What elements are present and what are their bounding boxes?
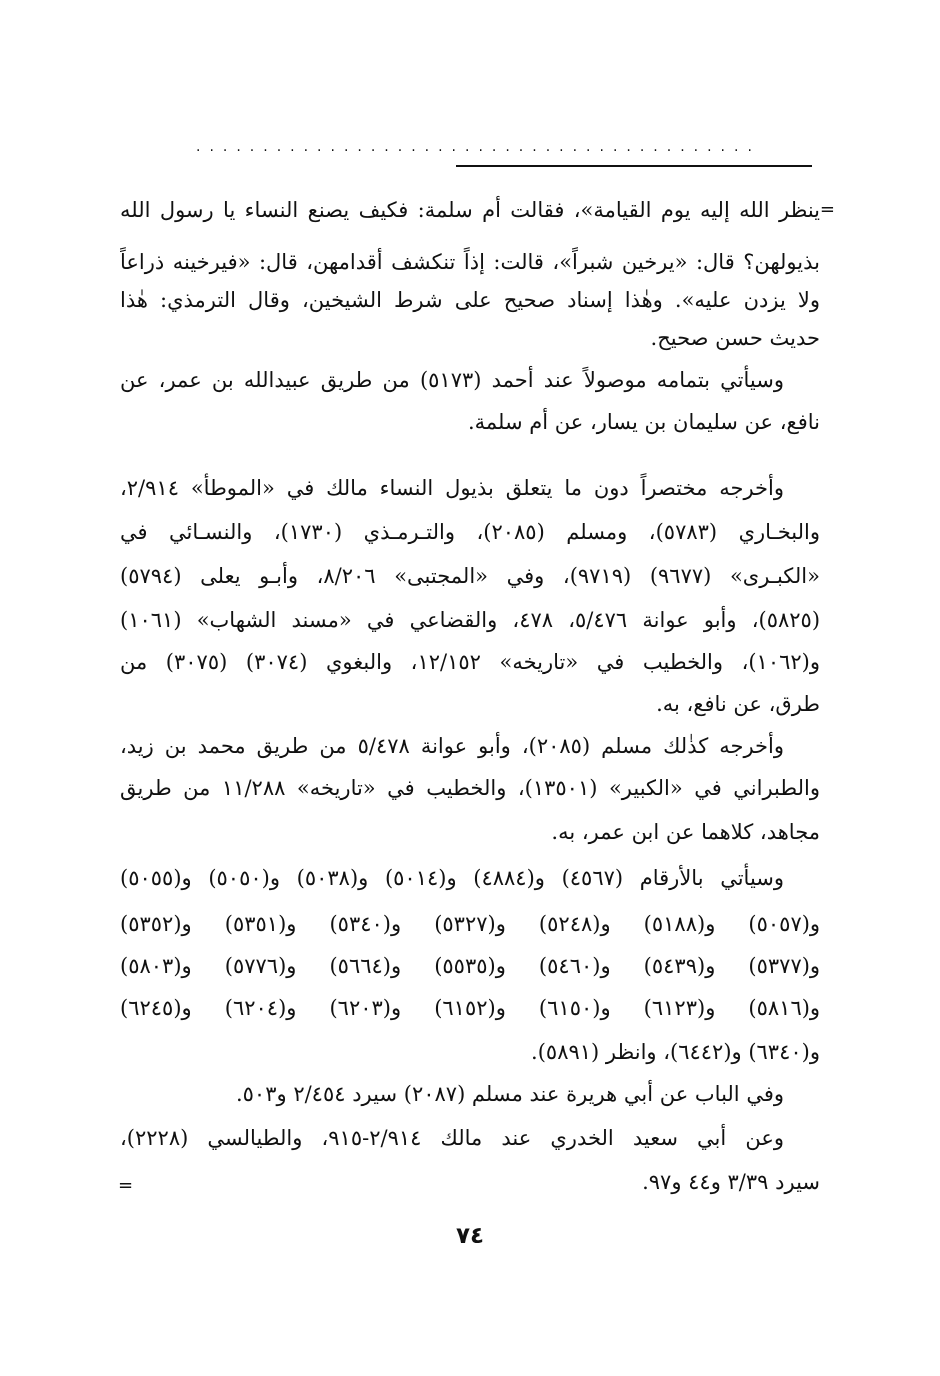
text-line: وأخرجه كذٰلك مسلم (٢٠٨٥)، وأبو عوانة ٥/٤٧٨ من طريق محمد بن زيد، [120,734,784,758]
continuation-mark-bottom: = [118,1175,134,1196]
text-line: ينظر الله إليه يوم القيامة»، فقالت أم سلمة: فكيف يصنع النساء يا رسول الله [120,198,820,222]
text-line: ولا يزدن عليه». وهٰذا إسناد صحيح على شرط الشيخين، وقال الترمذي: هٰذا [120,288,820,312]
text-line: والبخـاري (٥٧٨٣)، ومسلم (٢٠٨٥)، والتـرمـذي (١٧٣٠)، والنسـائي في [120,520,820,544]
text-line: وفي الباب عن أبي هريرة عند مسلم (٢٠٨٧) سيرد ٢/٤٥٤ و٥٠٣. [235,1082,784,1106]
text-line: بذيولهن؟ قال: «يرخين شبراً»، قالت: إذاً تنكشف أقدامهن، قال: «فيرخينه ذراعاً [120,250,820,274]
text-line: و(٥٠٥٧) و(٥١٨٨) و(٥٢٤٨) و(٥٣٢٧) و(٥٣٤٠) و(٥٣٥١) و(٥٣٥٢) [120,912,820,936]
text-line: وسيأتي بالأرقام (٤٥٦٧) و(٤٨٨٤) و(٥٠١٤) و(٥٠٣٨) و(٥٠٥٠) و(٥٠٥٥) [120,866,784,890]
continuation-mark-top: = [819,199,835,220]
text-line: و(٦٣٤٠) و(٦٤٤٢)، وانظر (٥٨٩١). [531,1040,820,1064]
text-line: وعن أبي سعيد الخدري عند مالك ٢/٩١٤-٩١٥، والطيالسي (٢٢٢٨)، [120,1126,784,1150]
text-line: «الكبـرى» (٩٦٧٧) (٩٧١٩)، وفي «المجتبى» ٨/٢٠٦، وأبـو يعلى (٥٧٩٤) [120,564,820,588]
page-number: ٧٤ [455,1223,485,1249]
text-line: نافع، عن سليمان بن يسار، عن أم سلمة. [467,410,820,434]
text-line: (٥٨٢٥)، وأبو عوانة ٥/٤٧٦، ٤٧٨، والقضاعي في «مسند الشهاب» (١٠٦١) [120,608,820,632]
text-line: وسيأتي بتمامه موصولاً عند أحمد (٥١٧٣) من طريق عبيدالله بن عمر، عن [120,368,784,392]
text-line: سيرد ٣/٣٩ و٤٤ و٩٧. [642,1170,820,1194]
text-line: والطبراني في «الكبير» (١٣٥٠١)، والخطيب في «تاريخه» ١١/٢٨٨ من طريق [120,776,820,800]
text-line: حديث حسن صحيح. [650,326,820,350]
footnote-rule [456,165,812,167]
dotted-separator: .......................................... [196,140,761,154]
text-line: و(١٠٦٢)، والخطيب في «تاريخه» ١٢/١٥٢، والبغوي (٣٠٧٤) (٣٠٧٥) من [120,650,820,674]
text-line: وأخرجه مختصراً دون ما يتعلق بذيول النساء مالك في «الموطأ» ٢/٩١٤، [120,476,784,500]
text-line: طرق، عن نافع، به. [656,692,820,716]
text-line: مجاهد، كلاهما عن ابن عمر، به. [551,820,820,844]
text-line: و(٥٨١٦) و(٦١٢٣) و(٦١٥٠) و(٦١٥٢) و(٦٢٠٣) و(٦٢٠٤) و(٦٢٤٥) [120,996,820,1020]
text-line: و(٥٣٧٧) و(٥٤٣٩) و(٥٤٦٠) و(٥٥٣٥) و(٥٦٦٤) و(٥٧٧٦) و(٥٨٠٣) [120,954,820,978]
